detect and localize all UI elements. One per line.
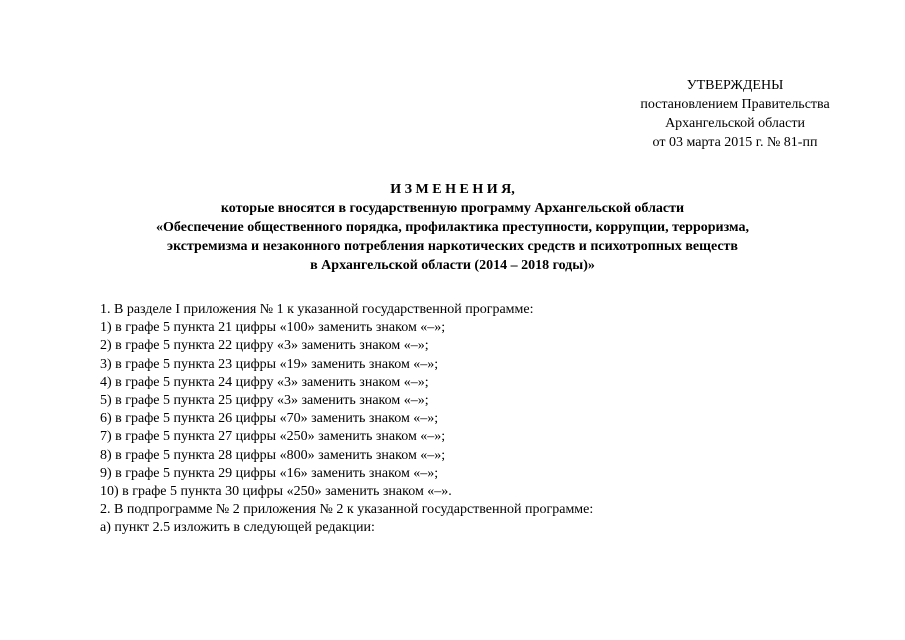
title-heading: И З М Е Н Е Н И Я, <box>390 182 515 197</box>
list-item: 10) в графе 5 пункта 30 цифры «250» заменить знаком «–». <box>100 484 452 500</box>
title-line-3: экстремизма и незаконного потребления наркотических средств и психотропных веществ <box>167 239 738 254</box>
approval-line-date-number: от 03 марта 2015 г. № 81-пп <box>652 135 818 150</box>
list-item: 3) в графе 5 пункта 23 цифры «19» заменить знаком «–»; <box>100 356 439 372</box>
document-title <box>40 180 865 275</box>
document-body <box>100 301 860 538</box>
list-item: 2) в графе 5 пункта 22 цифру «3» заменить знаком «–»; <box>100 338 429 354</box>
approval-line-region: Архангельской области <box>665 116 805 131</box>
approval-stamp <box>600 76 870 152</box>
list-item: 6) в графе 5 пункта 26 цифры «70» заменить знаком «–»; <box>100 411 439 427</box>
section-1-heading: 1. В разделе I приложения № 1 к указанной государственной программе: <box>100 302 534 317</box>
title-line-4: в Архангельской области (2014 – 2018 годы)» <box>310 258 595 273</box>
approval-line-by-resolution: постановлением Правительства <box>640 97 830 112</box>
list-item: 4) в графе 5 пункта 24 цифру «3» заменить знаком «–»; <box>100 374 429 390</box>
approval-line-approved: УТВЕРЖДЕНЫ <box>686 78 784 93</box>
list-item: 8) в графе 5 пункта 28 цифры «800» заменить знаком «–»; <box>100 447 446 463</box>
title-line-1: которые вносятся в государственную программу Архангельской области <box>220 201 685 216</box>
list-item: 9) в графе 5 пункта 29 цифры «16» заменить знаком «–»; <box>100 465 439 481</box>
list-item: 5) в графе 5 пункта 25 цифру «3» заменить знаком «–»; <box>100 393 429 409</box>
section-2-heading: 2. В подпрограмме № 2 приложения № 2 к указанной государственной программе: <box>100 502 594 518</box>
list-item: 1) в графе 5 пункта 21 цифры «100» заменить знаком «–»; <box>100 320 446 336</box>
list-item-a: а) пункт 2.5 изложить в следующей редакции: <box>100 520 375 536</box>
list-item: 7) в графе 5 пункта 27 цифры «250» заменить знаком «–»; <box>100 429 446 445</box>
title-line-2: «Обеспечение общественного порядка, профилактика преступности, коррупции, терроризма, <box>156 220 749 235</box>
